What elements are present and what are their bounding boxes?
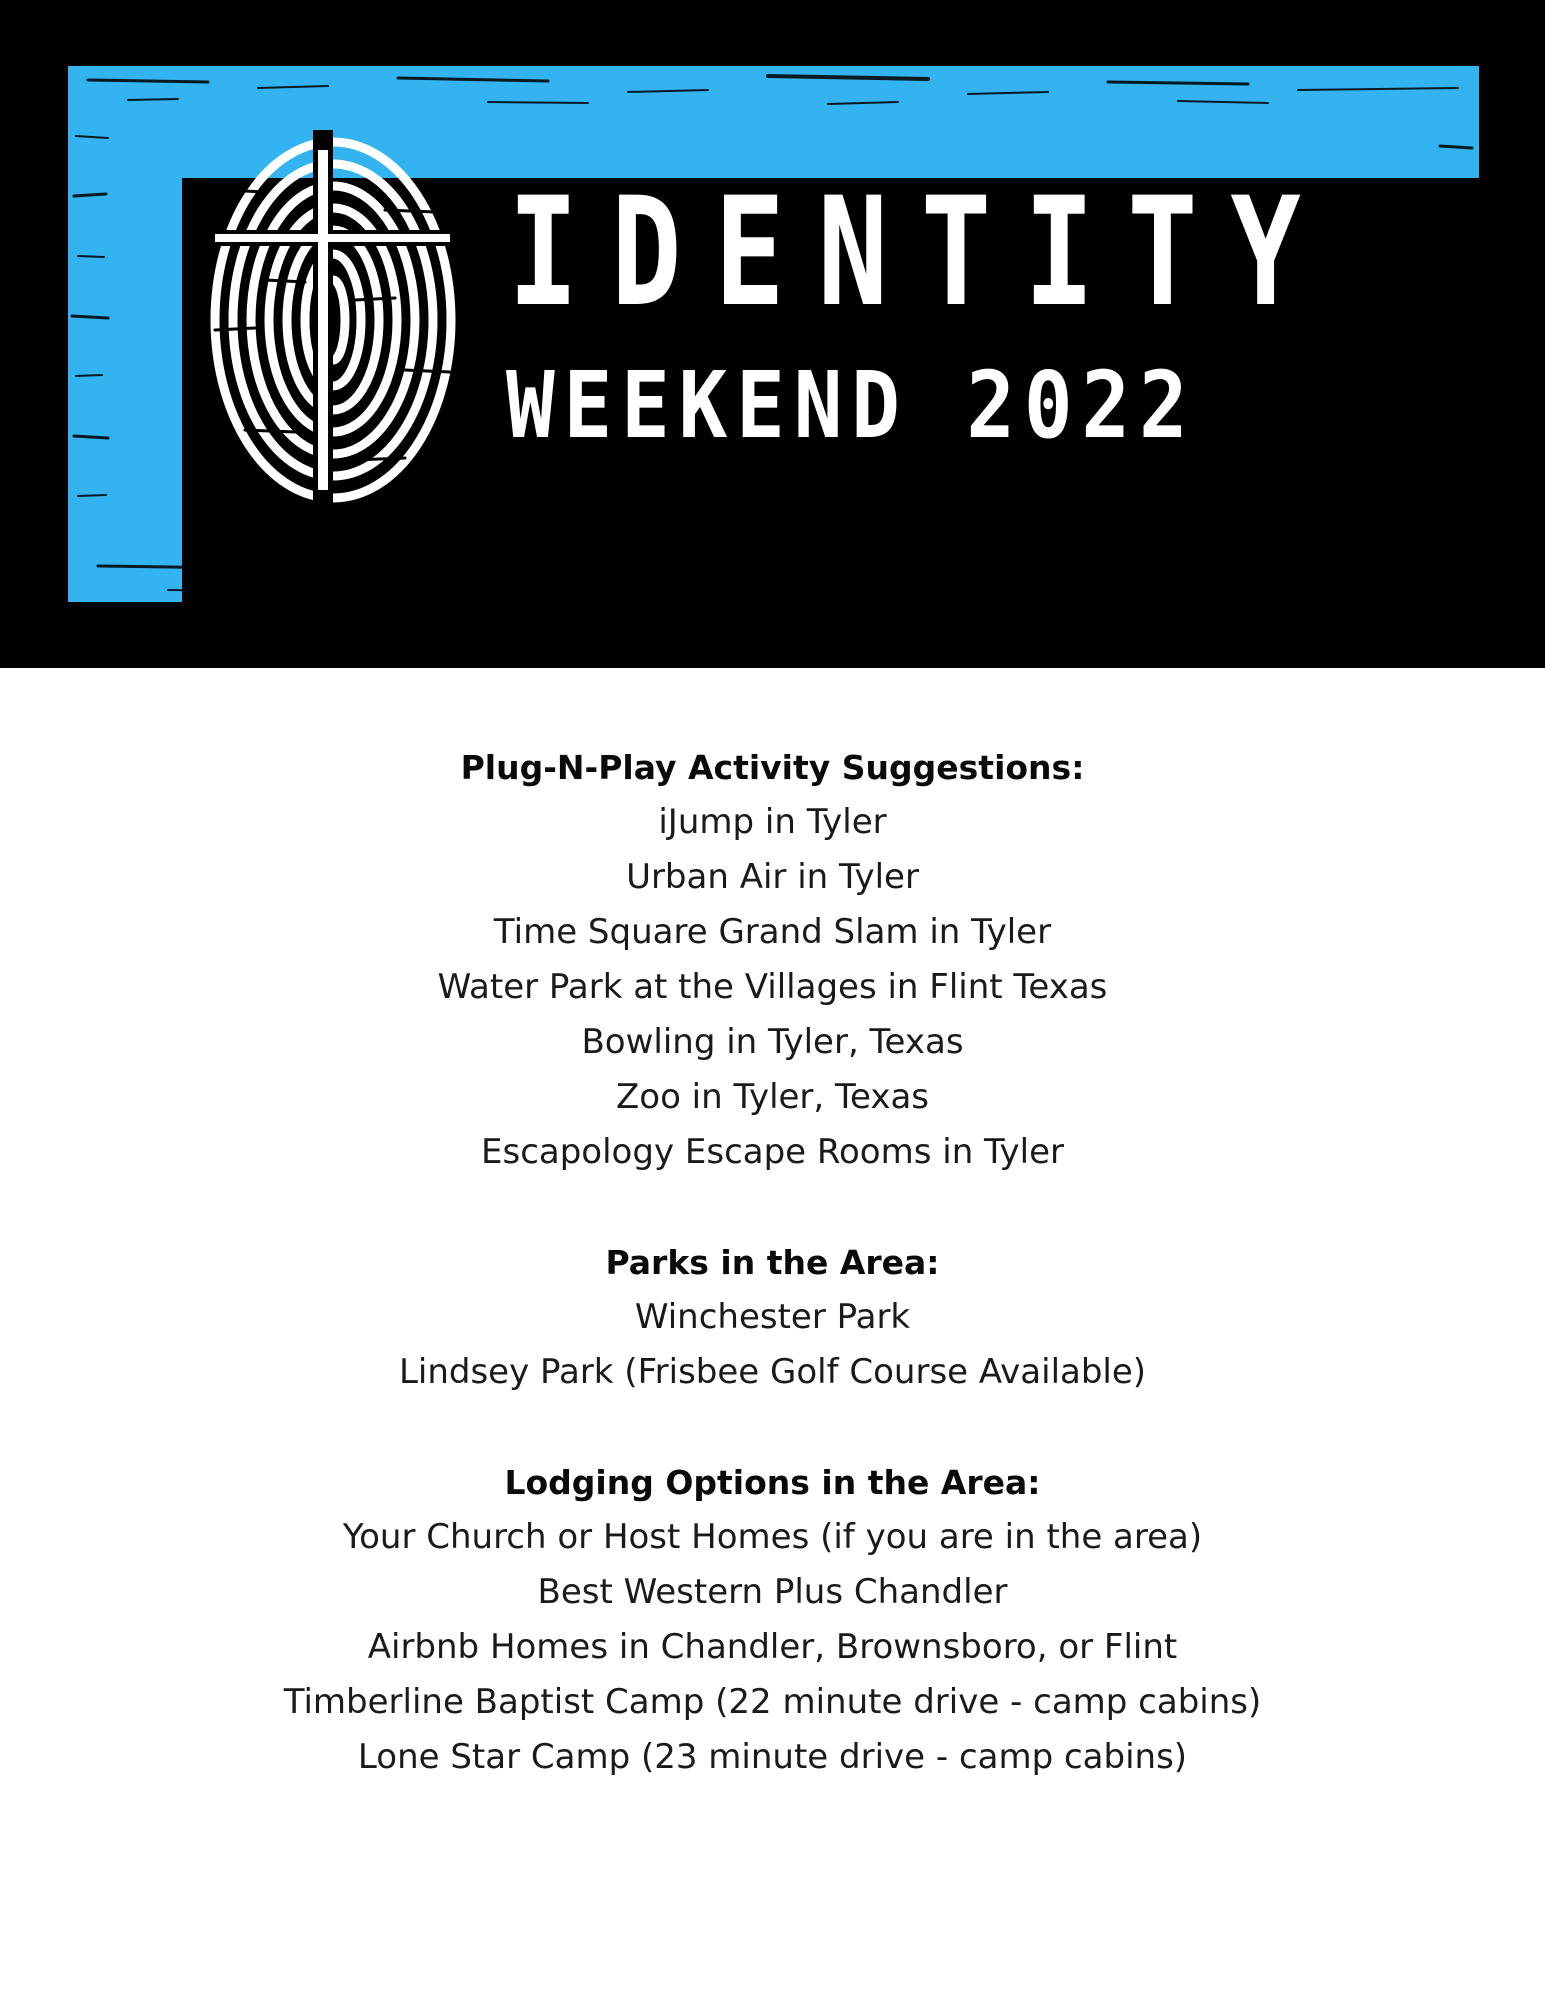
list-item: Time Square Grand Slam in Tyler xyxy=(493,912,1052,952)
section-lodging xyxy=(0,1455,1545,1785)
list-item: Lone Star Camp (23 minute drive - camp cabins) xyxy=(357,1737,1188,1777)
activity-list xyxy=(0,795,1545,1180)
section-parks xyxy=(0,1235,1545,1400)
banner-title: IDENTITY xyxy=(508,166,1334,340)
main-content xyxy=(0,740,1545,1840)
list-item: Best Western Plus Chandler xyxy=(537,1572,1008,1612)
list-item: Zoo in Tyler, Texas xyxy=(615,1077,930,1117)
list-item: Lindsey Park (Frisbee Golf Course Available) xyxy=(398,1352,1147,1392)
list-item: Water Park at the Villages in Flint Texas xyxy=(437,967,1108,1007)
list-item: Timberline Baptist Camp (22 minute drive - camp cabins) xyxy=(283,1682,1262,1722)
list-item: iJump in Tyler xyxy=(658,802,887,842)
header-banner xyxy=(0,0,1545,668)
section-heading: Lodging Options in the Area: xyxy=(504,1463,1041,1502)
section-heading: Parks in the Area: xyxy=(605,1243,940,1282)
fingerprint-cross-icon xyxy=(205,130,460,505)
banner-subtitle: WEEKEND 2022 xyxy=(506,352,1197,459)
lodging-list xyxy=(0,1510,1545,1785)
list-item: Escapology Escape Rooms in Tyler xyxy=(481,1132,1064,1172)
section-activities xyxy=(0,740,1545,1180)
parks-list xyxy=(0,1290,1545,1400)
list-item: Urban Air in Tyler xyxy=(626,857,919,897)
list-item: Winchester Park xyxy=(634,1297,911,1337)
section-heading: Plug-N-Play Activity Suggestions: xyxy=(460,748,1085,787)
list-item: Airbnb Homes in Chandler, Brownsboro, or Flint xyxy=(367,1627,1178,1667)
list-item: Your Church or Host Homes (if you are in the area) xyxy=(342,1517,1203,1557)
list-item: Bowling in Tyler, Texas xyxy=(581,1022,964,1062)
